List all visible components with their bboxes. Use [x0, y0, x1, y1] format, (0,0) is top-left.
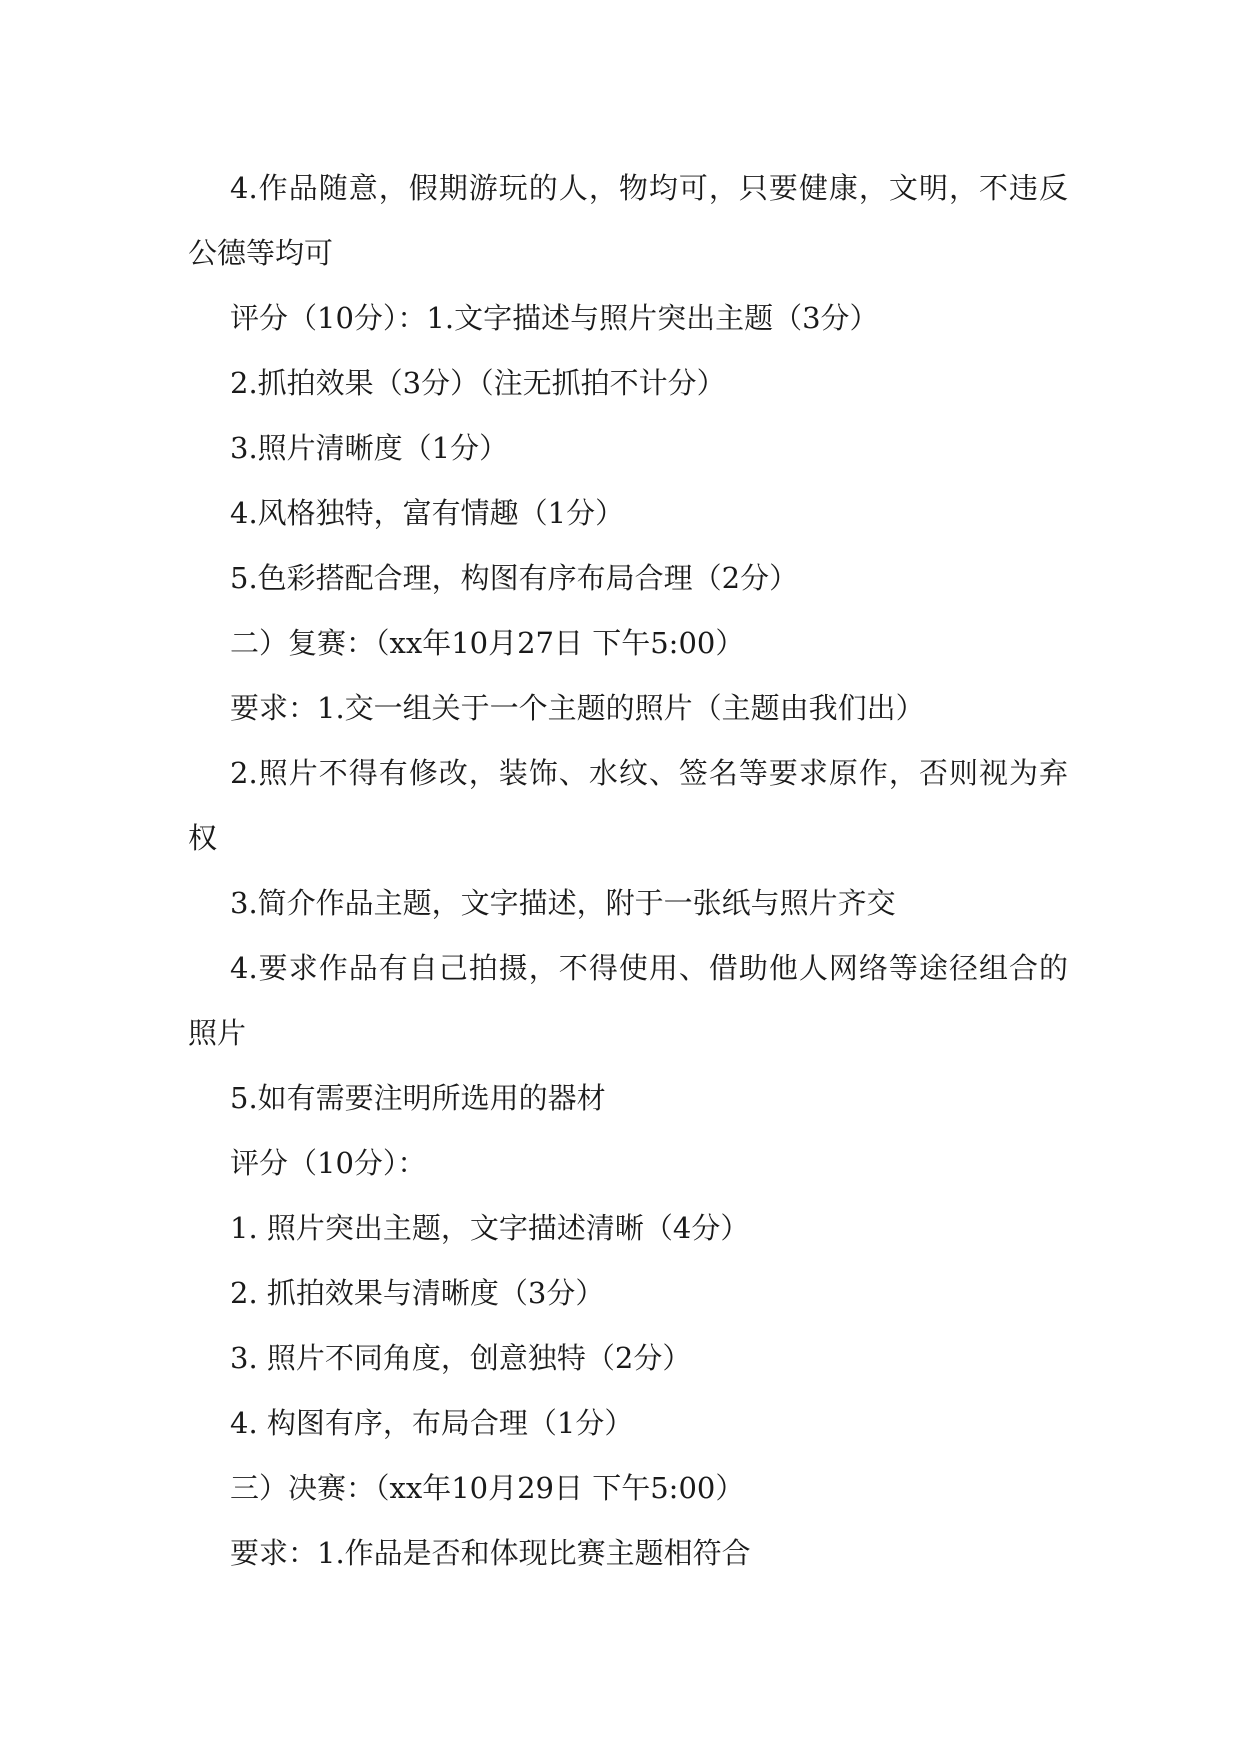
- paragraph-scoring2-item-2: 2. 抓拍效果与清晰度（3分）: [230, 1276, 605, 1310]
- document-body: [188, 156, 1068, 1586]
- paragraph-scoring-round2: 评分（10分）：: [230, 1146, 427, 1180]
- paragraph-semifinal-requirement-5: 5.如有需要注明所选用的器材: [230, 1081, 606, 1115]
- paragraph-scoring-item-3: 3.照片清晰度（1分）: [230, 431, 509, 465]
- section-heading-semifinal: 二）复赛：（xx年10月27日 下午5:00）: [230, 626, 745, 660]
- paragraph-semifinal-requirement-4: 4.要求作品有自己拍摄，不得使用、借助他人网络等途径组合的照片: [188, 951, 1068, 1050]
- paragraph-final-requirement-1: 要求：1.作品是否和体现比赛主题相符合: [230, 1536, 751, 1570]
- section-heading-final: 三）决赛：（xx年10月29日 下午5:00）: [230, 1471, 745, 1505]
- paragraph-scoring-item-4: 4.风格独特，富有情趣（1分）: [230, 496, 625, 530]
- paragraph-scoring2-item-1: 1. 照片突出主题，文字描述清晰（4分）: [230, 1211, 750, 1245]
- paragraph-semifinal-requirement-1: 要求：1.交一组关于一个主题的照片（主题由我们出）: [230, 691, 925, 725]
- paragraph-item-4-requirement: 4.作品随意，假期游玩的人，物均可，只要健康，文明，不违反公德等均可: [188, 171, 1068, 270]
- paragraph-scoring-item-2: 2.抓拍效果（3分）（注无抓拍不计分）: [230, 366, 726, 400]
- paragraph-scoring2-item-3: 3. 照片不同角度，创意独特（2分）: [230, 1341, 692, 1375]
- paragraph-scoring2-item-4: 4. 构图有序，布局合理（1分）: [230, 1406, 634, 1440]
- paragraph-scoring-round1: 评分（10分）：1.文字描述与照片突出主题（3分）: [230, 301, 879, 335]
- paragraph-scoring-item-5: 5.色彩搭配合理，构图有序布局合理（2分）: [230, 561, 799, 595]
- paragraph-semifinal-requirement-3: 3.简介作品主题，文字描述，附于一张纸与照片齐交: [230, 886, 896, 920]
- paragraph-semifinal-requirement-2: 2.照片不得有修改，装饰、水纹、签名等要求原作，否则视为弃权: [188, 756, 1068, 855]
